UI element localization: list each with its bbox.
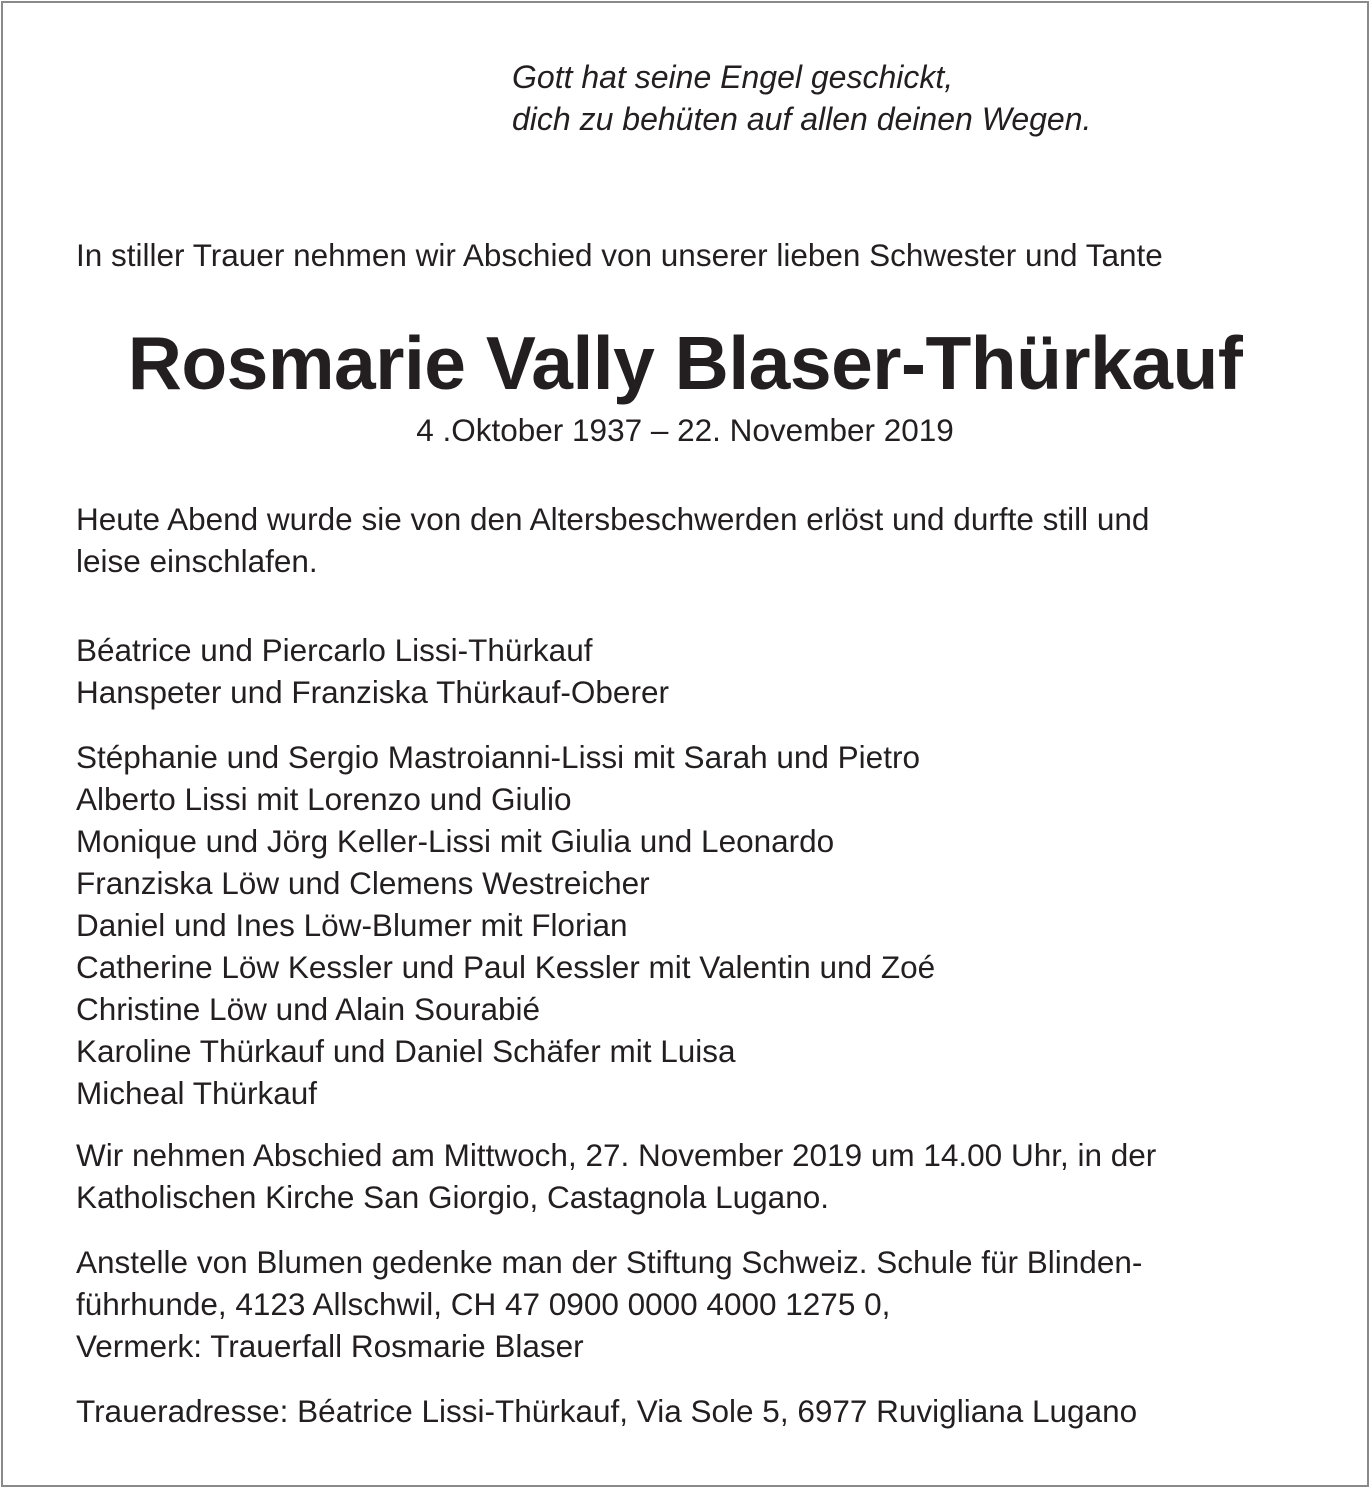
message-line-1: Heute Abend wurde sie von den Altersbeschwerden erlöst und durfte still und	[76, 501, 1150, 537]
quote-line-1: Gott hat seine Engel geschickt,	[512, 59, 954, 95]
intro-text: In stiller Trauer nehmen wir Abschied von unserer lieben Schwester und Tante	[76, 237, 1163, 273]
mourner-line: Franziska Löw und Clemens Westreicher	[76, 865, 650, 901]
mourners-family	[76, 629, 669, 713]
donation-line-2: führhunde, 4123 Allschwil, CH 47 0900 0000 4000 1275 0,	[76, 1286, 891, 1322]
mourner-line: Béatrice und Piercarlo Lissi-Thürkauf	[76, 632, 593, 668]
mourner-line: Stéphanie und Sergio Mastroianni-Lissi mit Sarah und Pietro	[76, 739, 920, 775]
mourner-line: Hanspeter und Franziska Thürkauf-Oberer	[76, 674, 669, 710]
donation-info	[76, 1241, 1142, 1367]
deceased-name: Rosmarie Vally Blaser-Thürkauf	[127, 321, 1243, 405]
life-dates: 4 .Oktober 1937 – 22. November 2019	[416, 412, 954, 448]
mourners-relatives	[76, 736, 935, 1114]
bible-quote	[512, 56, 1091, 140]
mourner-line: Alberto Lissi mit Lorenzo und Giulio	[76, 781, 572, 817]
mourner-line: Monique und Jörg Keller-Lissi mit Giulia und Leonardo	[76, 823, 835, 859]
service-line-2: Katholischen Kirche San Giorgio, Castagnola Lugano.	[76, 1179, 829, 1215]
death-message	[76, 498, 1149, 582]
mourner-line: Micheal Thürkauf	[76, 1075, 318, 1111]
donation-line-1: Anstelle von Blumen gedenke man der Stiftung Schweiz. Schule für Blinden-	[76, 1244, 1143, 1280]
mourner-line: Daniel und Ines Löw-Blumer mit Florian	[76, 907, 628, 943]
service-line-1: Wir nehmen Abschied am Mittwoch, 27. November 2019 um 14.00 Uhr, in der	[76, 1137, 1157, 1173]
mourner-line: Karoline Thürkauf und Daniel Schäfer mit Luisa	[76, 1033, 736, 1069]
quote-line-2: dich zu behüten auf allen deinen Wegen.	[512, 101, 1092, 137]
service-info	[76, 1134, 1156, 1218]
mourning-address: Traueradresse: Béatrice Lissi-Thürkauf, Via Sole 5, 6977 Ruvigliana Lugano	[76, 1393, 1138, 1429]
mourner-line: Christine Löw und Alain Sourabié	[76, 991, 541, 1027]
mourner-line: Catherine Löw Kessler und Paul Kessler mit Valentin und Zoé	[76, 949, 936, 985]
donation-line-3: Vermerk: Trauerfall Rosmarie Blaser	[76, 1328, 584, 1364]
message-line-2: leise einschlafen.	[76, 543, 318, 579]
